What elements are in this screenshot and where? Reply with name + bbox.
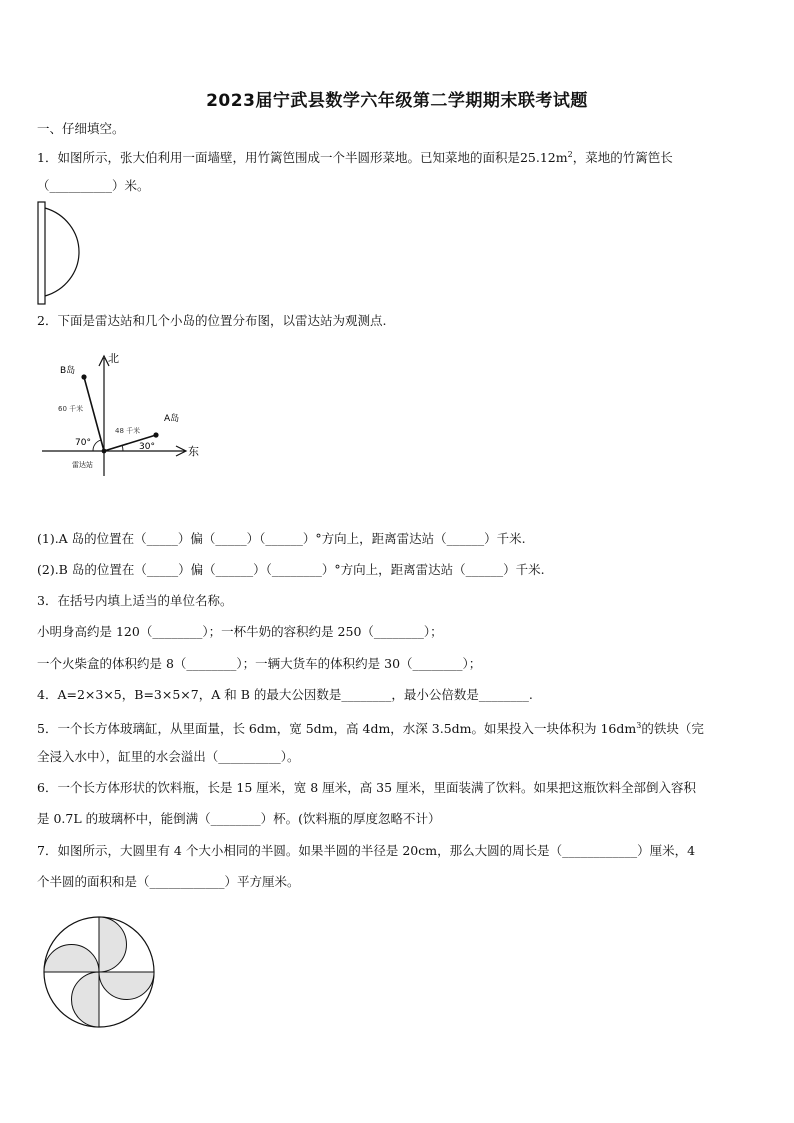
angle-b-label: 70°	[75, 438, 91, 448]
question-1-line-2: （__________）米。	[37, 178, 150, 193]
q1-text: 1．如图所示，张大伯利用一面墙壁，用竹篱笆围成一个半圆形菜地。已知菜地的面积是25.12m	[37, 150, 568, 166]
distance-a-label: 48 千米	[115, 427, 141, 435]
section-heading: 一、仔细填空。	[37, 121, 125, 136]
q5-text: 5．一个长方体玻璃缸，从里面量，长 6dm，宽 5dm，高 4dm，水深 3.5dm。如果投入一块体积为 16dm	[37, 721, 637, 737]
q5-text-end: 的铁块（完	[641, 721, 704, 737]
semicircle-garden-figure	[36, 200, 96, 306]
wall	[38, 202, 45, 304]
question-4: 4．A=2×3×5，B=3×5×7，A 和 B 的最大公因数是________，最小公倍数是________.	[37, 687, 533, 702]
semicircle-fence	[45, 208, 79, 296]
page-title: 2023届宁武县数学六年级第二学期期末联考试题	[206, 91, 588, 111]
angle-a-label: 30°	[139, 442, 155, 452]
question-2-part-1: (1).A 岛的位置在（_____）偏（_____）（______）°方向上，距离雷达站（______）千米.	[37, 531, 526, 546]
circle-semicircles-figure	[42, 915, 156, 1029]
east-label: 东	[188, 445, 199, 458]
question-6-line-1: 6．一个长方体形状的饮料瓶，长是 15 厘米，宽 8 厘米，高 35 厘米，里面装满了饮料。如果把这瓶饮料全部倒入容积	[37, 780, 697, 795]
question-7-line-2: 个半圆的面积和是（____________）平方厘米。	[37, 874, 300, 889]
question-3-line-1: 小明身高约是 120（________）；一杯牛奶的容积约是 250（________）；	[37, 624, 443, 639]
question-3-line-2: 一个火柴盒的体积约是 8（________）；一辆大货车的体积约是 30（________）；	[37, 656, 482, 671]
question-6-line-2: 是 0.7L 的玻璃杯中，能倒满（________）杯。(饮料瓶的厚度忽略不计）	[37, 811, 441, 826]
question-3: 3．在括号内填上适当的单位名称。	[37, 593, 233, 608]
radar-map-figure	[40, 348, 210, 483]
q1-text-end: ，菜地的竹篱笆长	[572, 150, 673, 166]
q5-superscript: 3	[636, 721, 642, 730]
question-1-line-1	[37, 146, 673, 167]
island-a-label: A岛	[164, 414, 180, 424]
question-7-line-1: 7．如图所示，大圆里有 4 个大小相同的半圆。如果半圆的半径是 20cm，那么大圆的周长是（____________）厘米，4	[37, 843, 696, 858]
radar-dot	[102, 449, 107, 454]
north-label: 北	[108, 352, 119, 365]
island-b-label: B岛	[60, 366, 76, 376]
distance-b-label: 60 千米	[58, 405, 84, 413]
radar-station-label: 雷达站	[72, 461, 93, 469]
angle-arc-b	[93, 440, 101, 451]
question-5-line-1	[37, 717, 704, 738]
question-2-part-2: (2).B 岛的位置在（_____）偏（______）（________）°方向上，距离雷达站（______）千米.	[37, 562, 545, 577]
question-2: 2．下面是雷达站和几个小岛的位置分布图，以雷达站为观测点.	[37, 313, 387, 328]
island-a-dot	[153, 432, 158, 437]
q1-superscript: 2	[567, 150, 573, 159]
island-b-dot	[81, 374, 86, 379]
question-5-line-2: 全浸入水中），缸里的水会溢出（__________）。	[37, 749, 300, 764]
